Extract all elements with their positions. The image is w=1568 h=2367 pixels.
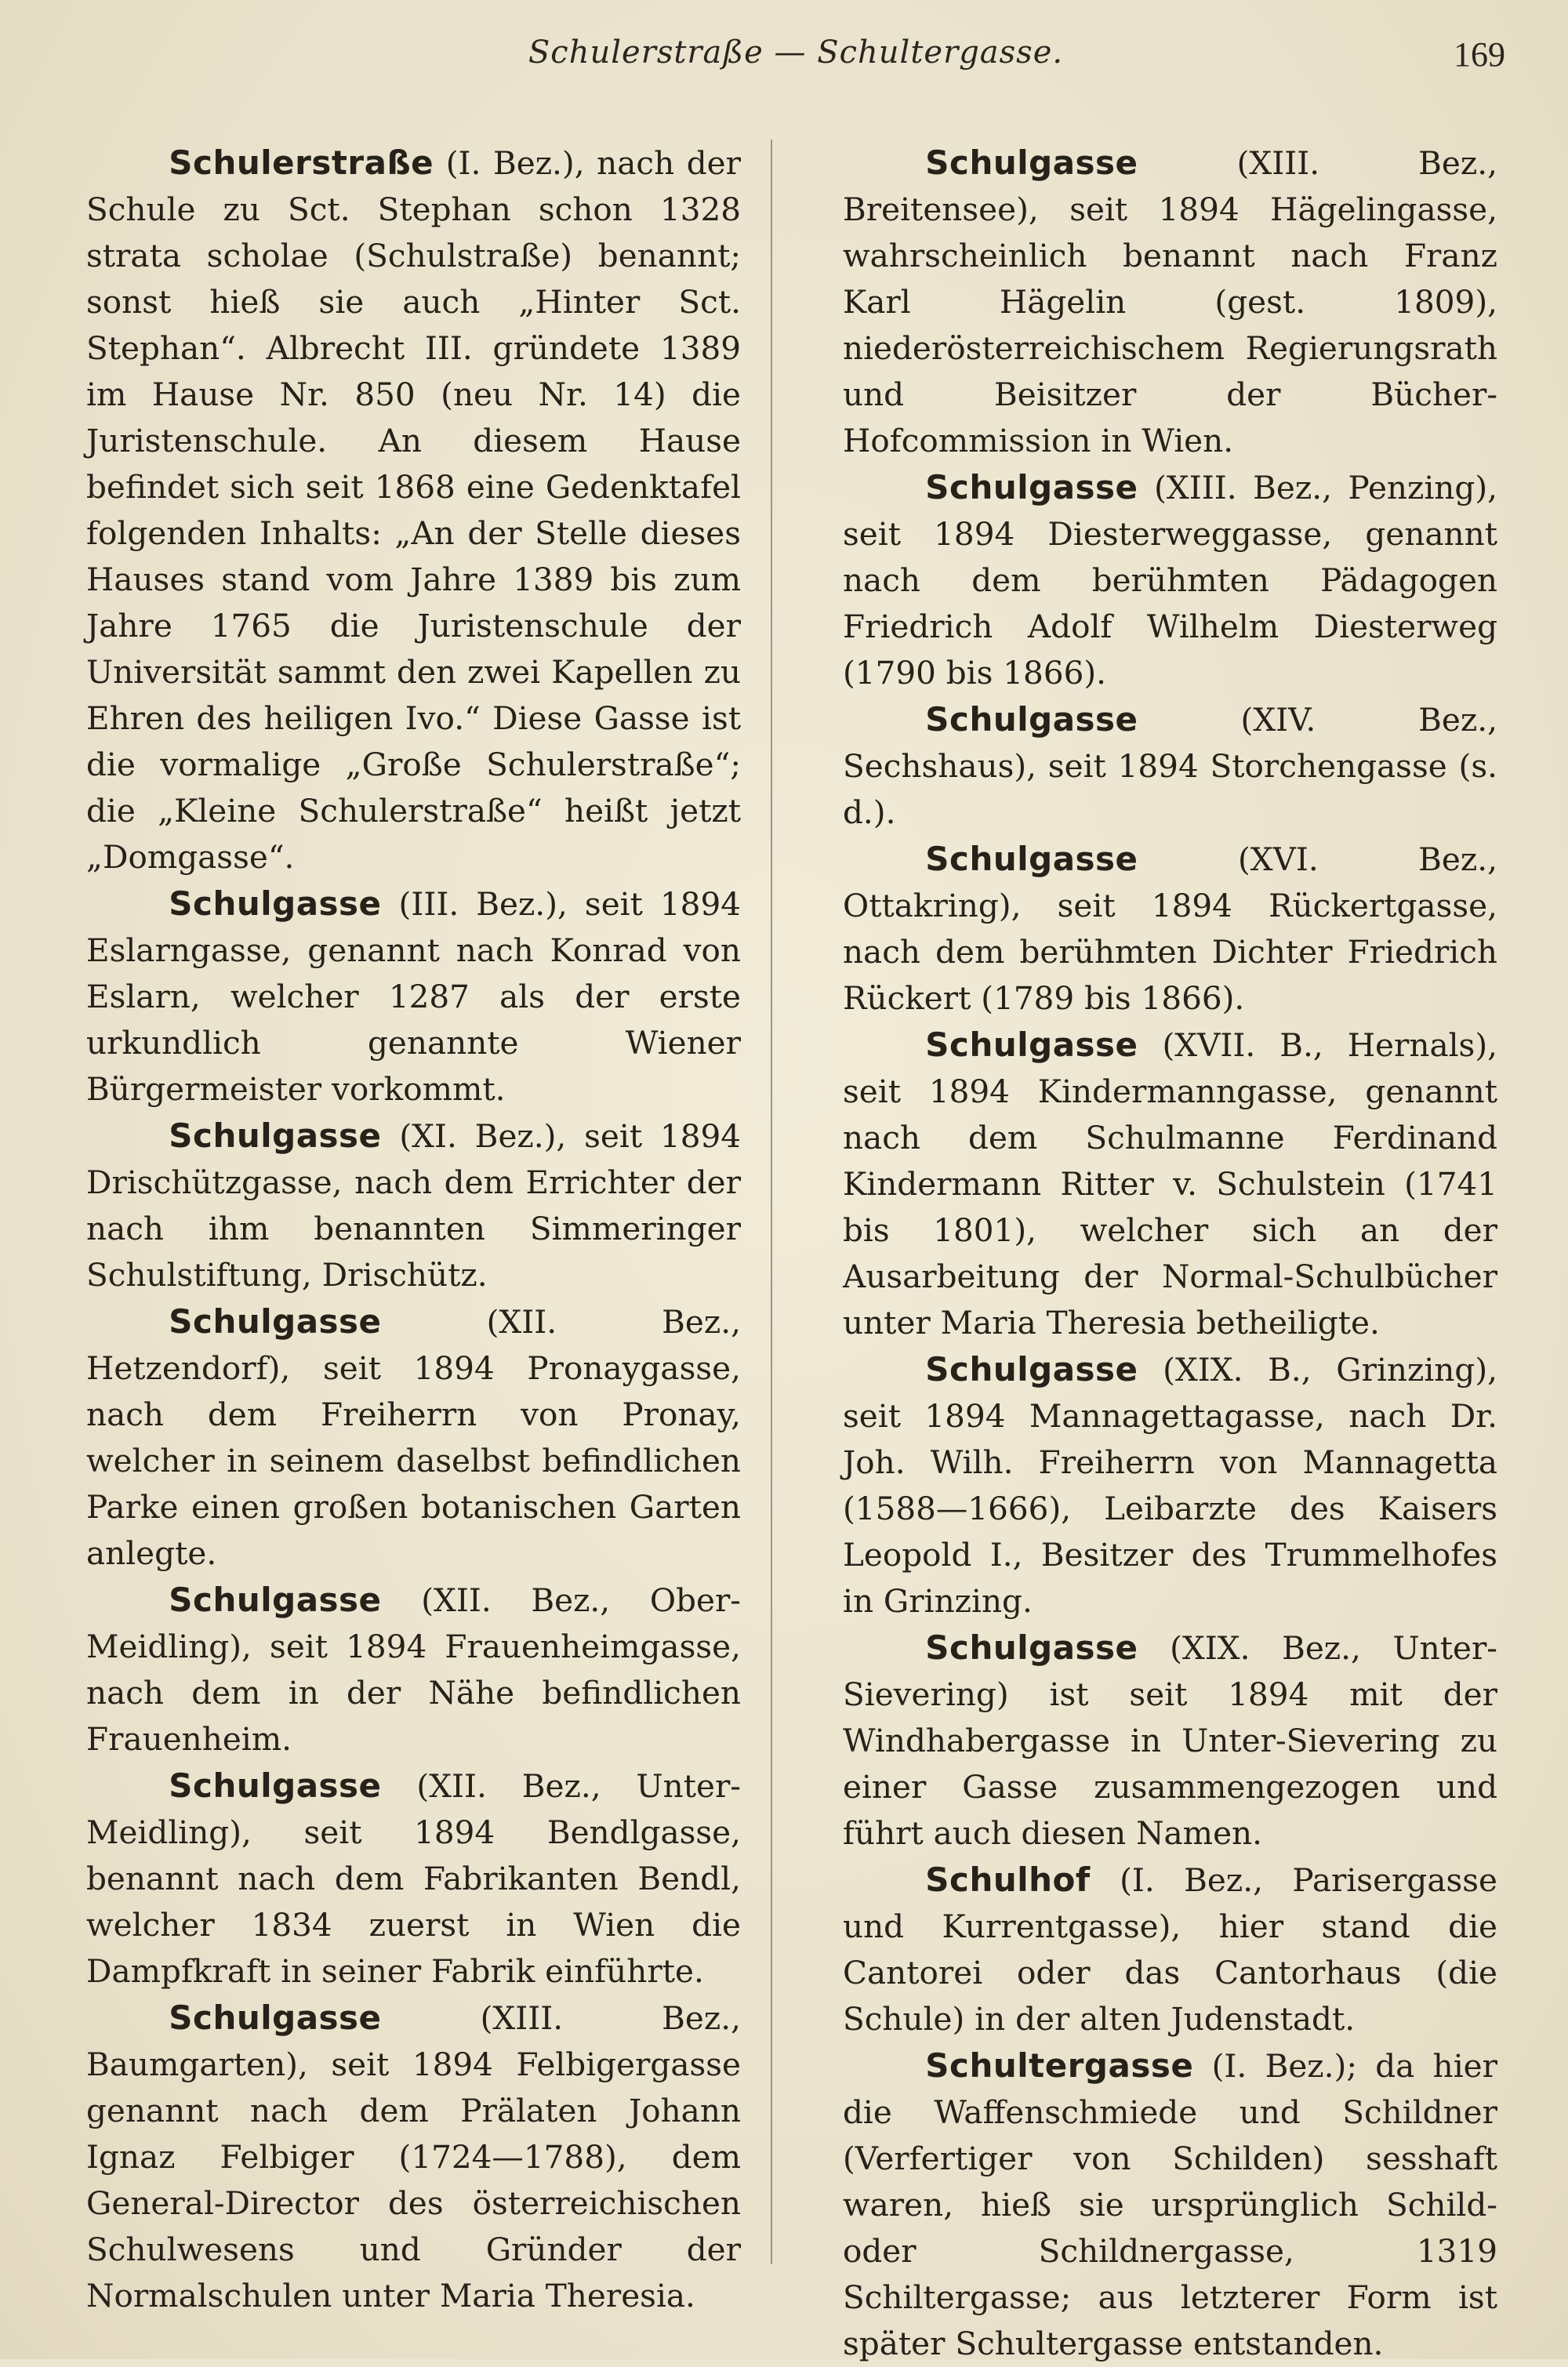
entry-text: (XVI. Bez., Ottakring), seit 1894 Rückertgasse, nach dem berühmten Dichter Friedrich Rückert (1789 bis 1866). [843,840,1497,1017]
page-number: 169 [1454,35,1505,74]
entry-text: (XI. Bez.), seit 1894 Drischützgasse, nach dem Errichter der nach ihm benannten Simmeringer Schulstiftung, Drischütz. [86,1117,741,1294]
entry-text: (XII. Bez., Ober-Meidling), seit 1894 Frauenheimgasse, nach dem in der Nähe befindlichen Frauenheim. [86,1581,741,1758]
entry [843,1346,1497,1625]
entry-text: (XIII. Bez., Baumgarten), seit 1894 Felbigergasse genannt nach dem Prälaten Johann Ignaz Felbiger (1724—1788), dem General-Director des österreichischen Schulwesens und Gründer der Normalschulen unter Maria Theresia. [86,1999,741,2314]
entry-headword: Schulgasse [925,1628,1138,1667]
entry [86,1298,741,1577]
right-column [843,140,1497,2367]
entry-text: (XIX. B., Grinzing), seit 1894 Mannagettagasse, nach Dr. Joh. Wilh. Freiherrn von Mannagetta (1588—1666), Leibarzte des Kaisers Leopold I., Besitzer des Trummelhofes in Grinzing. [843,1351,1497,1620]
entry-text: (XIII. Bez., Breitensee), seit 1894 Hägelingasse, wahrscheinlich benannt nach Franz Karl Hägelin (gest. 1809), niederösterreichischem Regierungsrath und Beisitzer der Bücher-Hofcommission in Wien. [843,144,1497,459]
entry [843,2042,1497,2367]
entry-headword: Schulgasse [169,1766,382,1805]
entry-text: (I. Bez.); da hier die Waffenschmiede und Schildner (Verfertiger von Schilden) sesshaft waren, hieß sie ursprünglich Schild- oder Schildnergasse, 1319 Schiltergasse; aus letzterer Form ist später Schultergasse entstanden. [843,2047,1497,2362]
left-column [86,140,741,2319]
entry [843,836,1497,1022]
entry-text: (I. Bez., Parisergasse und Kurrentgasse), hier stand die Cantorei oder das Cantorhaus (die Schule) in der alten Judenstadt. [843,1861,1497,2038]
column-divider [771,140,772,2264]
entry-headword: Schulgasse [169,1581,382,1619]
running-header [86,34,1505,89]
entry-headword: Schulgasse [925,700,1138,739]
entry-headword: Schulhof [925,1861,1091,1899]
entry [843,1857,1497,2042]
entry [86,1577,741,1763]
entry [86,1113,741,1298]
entry [843,464,1497,696]
entry-headword: Schulgasse [925,1026,1138,1064]
entry-text: (I. Bez.), nach der Schule zu Sct. Stephan schon 1328 strata scholae (Schulstraße) benannt; sonst hieß sie auch „Hinter Sct. Stephan“. Albrecht III. gründete 1389 im Hause Nr. 850 (neu Nr. 14) die Juristenschule. An diesem Hause befindet sich seit 1868 eine Gedenktafel folgenden Inhalts: „An der Stelle dieses Hauses stand vom Jahre 1389 bis zum Jahre 1765 die Juristenschule der Universität sammt den zwei Kapellen zu Ehren des heiligen Ivo.“ Diese Gasse ist die vormalige „Große Schulerstraße“; die „Kleine Schulerstraße“ heißt jetzt „Domgasse“. [86,144,741,876]
entry [843,140,1497,464]
entry-headword: Schulgasse [925,143,1138,182]
entry [843,1625,1497,1857]
entry-headword: Schulgasse [169,1999,382,2037]
entry-text: (XIV. Bez., Sechshaus), seit 1894 Storchengasse (s. d.). [843,701,1497,831]
entry-headword: Schulgasse [169,1302,382,1341]
entry [843,1022,1497,1346]
entry-text: (XII. Bez., Hetzendorf), seit 1894 Pronaygasse, nach dem Freiherrn von Pronay, welcher in seinem daselbst befindlichen Parke einen großen botanischen Garten anlegte. [86,1303,741,1572]
entry-headword: Schulgasse [925,468,1138,506]
entry-headword: Schulgasse [169,884,382,923]
entry-text: (XIX. Bez., Unter-Sievering) ist seit 1894 mit der Windhabergasse in Unter-Sievering zu einer Gasse zusammengezogen und führt auch diesen Namen. [843,1629,1497,1852]
entry-headword: Schultergasse [925,2046,1194,2085]
entry [86,1763,741,1995]
entry-headword: Schulerstraße [169,143,434,182]
entry-text: (XVII. B., Hernals), seit 1894 Kindermanngasse, genannt nach dem Schulmanne Ferdinand Kindermann Ritter v. Schulstein (1741 bis 1801), welcher sich an der Ausarbeitung der Normal-Schulbücher unter Maria Theresia betheiligte. [843,1026,1497,1341]
entry [86,880,741,1113]
entry-headword: Schulgasse [169,1116,382,1155]
entry-text: (XII. Bez., Unter-Meidling), seit 1894 Bendlgasse, benannt nach dem Fabrikanten Bendl, welcher 1834 zuerst in Wien die Dampfkraft in seiner Fabrik einführte. [86,1767,741,1990]
entry [843,696,1497,836]
entry [86,140,741,880]
entry-headword: Schulgasse [925,1350,1138,1389]
entry-text: (XIII. Bez., Penzing), seit 1894 Diesterweggasse, genannt nach dem berühmten Pädagogen Friedrich Adolf Wilhelm Diesterweg (1790 bis 1866). [843,469,1497,692]
entry-headword: Schulgasse [925,840,1138,878]
running-title: Schulerstraße — Schultergasse. [528,34,1064,71]
entry [86,1995,741,2319]
entry-text: (III. Bez.), seit 1894 Eslarngasse, genannt nach Konrad von Eslarn, welcher 1287 als der erste urkundlich genannte Wiener Bürgermeister vorkommt. [86,885,741,1108]
